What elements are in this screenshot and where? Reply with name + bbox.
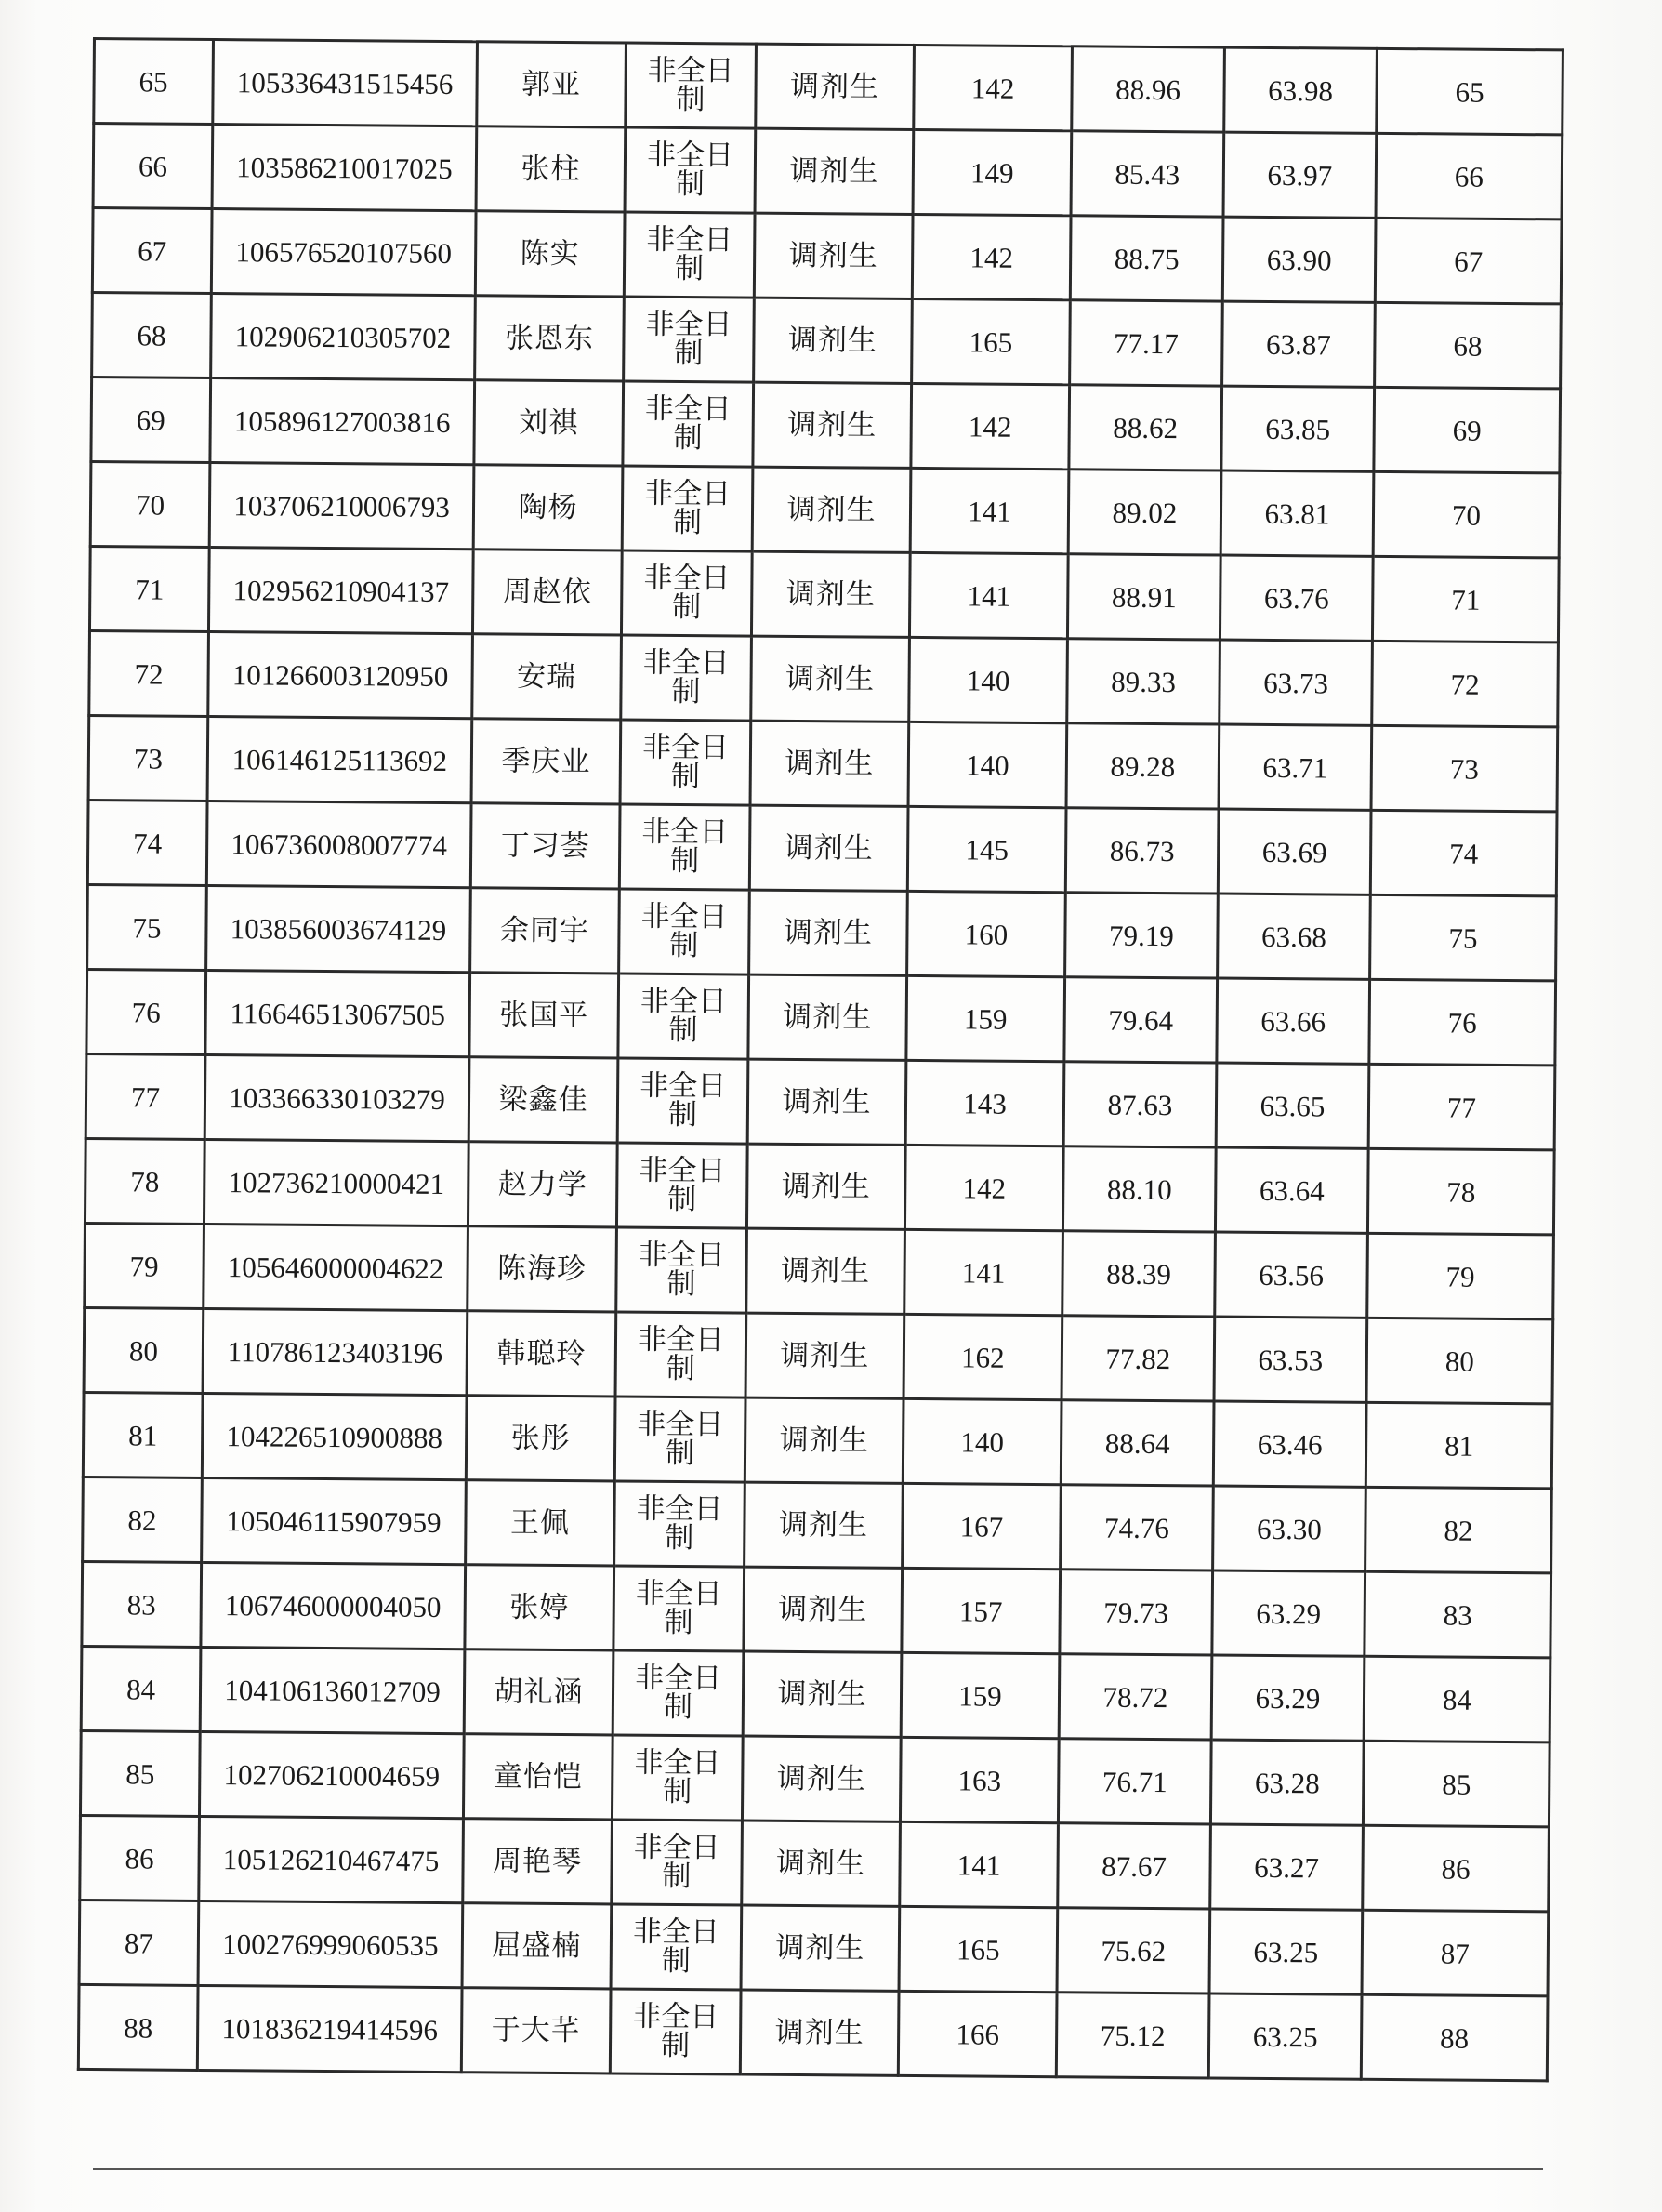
study-type-line-2: 制 [669, 928, 699, 963]
study-type-line-1: 非全日 [632, 1999, 719, 2034]
seq-cell: 77 [86, 1053, 205, 1139]
study-type-line-1: 非全日 [647, 53, 734, 88]
study-type-line-2: 制 [666, 1351, 695, 1386]
table-row [82, 1561, 1551, 1657]
seq-cell: 83 [82, 1561, 202, 1647]
exam-number-cell: 106576520107560 [211, 209, 476, 296]
retest-score-cell: 88.10 [1062, 1146, 1216, 1232]
total-score-cell: 63.85 [1221, 386, 1375, 471]
exam-number-cell: 102706210004659 [199, 1731, 464, 1818]
candidate-name-cell: 余同宇 [470, 888, 620, 974]
study-type-line-1: 非全日 [634, 1745, 721, 1781]
table-row [94, 39, 1563, 135]
table-row [91, 377, 1561, 473]
candidate-name-cell: 陈实 [475, 211, 625, 297]
study-type-line-2: 制 [673, 420, 703, 456]
study-type-line-1: 非全日 [635, 1576, 723, 1611]
study-type-cell [623, 381, 754, 467]
study-type-cell [613, 1566, 745, 1651]
candidate-name-cell: 张恩东 [475, 296, 625, 381]
table-row [80, 1730, 1550, 1826]
retest-score-cell: 88.64 [1061, 1400, 1214, 1486]
category-cell: 调剂生 [743, 1651, 902, 1737]
study-type-line-2: 制 [668, 1013, 698, 1048]
table-row [89, 630, 1559, 726]
initial-score-cell: 142 [912, 214, 1071, 299]
exam-number-cell: 116646513067505 [205, 970, 470, 1056]
study-type-cell [614, 1481, 745, 1567]
study-type-line-1: 非全日 [644, 391, 732, 427]
rank-cell: 76 [1369, 979, 1556, 1066]
rank-cell: 72 [1372, 641, 1559, 727]
study-type-line-1: 非全日 [646, 222, 733, 258]
category-cell: 调剂生 [746, 1144, 905, 1229]
study-type-cell [613, 1650, 744, 1736]
candidate-name-cell: 梁鑫佳 [468, 1057, 618, 1143]
study-type-line-2: 制 [667, 1097, 698, 1132]
rank-cell: 70 [1373, 471, 1560, 558]
total-score-cell: 63.90 [1222, 217, 1376, 302]
study-type-line-1: 非全日 [632, 1914, 720, 1950]
retest-score-cell: 79.73 [1060, 1570, 1213, 1655]
study-type-line-1: 非全日 [635, 1661, 722, 1696]
total-score-cell: 63.87 [1222, 301, 1376, 387]
table-row [93, 124, 1563, 219]
retest-score-cell: 78.72 [1059, 1654, 1212, 1740]
category-cell: 调剂生 [749, 890, 908, 975]
results-table-body [78, 39, 1563, 2081]
candidate-name-cell: 屈盛楠 [462, 1903, 612, 1989]
seq-cell: 66 [93, 124, 213, 209]
results-table [77, 37, 1564, 2082]
table-row [81, 1646, 1550, 1742]
table-bottom-border [93, 2168, 1543, 2170]
initial-score-cell: 141 [910, 468, 1069, 553]
exam-number-cell: 105126210467475 [199, 1816, 464, 1902]
study-type-line-2: 制 [674, 251, 705, 286]
rank-cell: 69 [1374, 387, 1561, 473]
study-type-cell [619, 804, 750, 890]
candidate-name-cell: 郭亚 [477, 42, 627, 127]
total-score-cell: 63.29 [1211, 1655, 1365, 1741]
initial-score-cell: 159 [906, 975, 1065, 1061]
seq-cell: 87 [79, 1900, 199, 1985]
initial-score-cell: 141 [900, 1821, 1059, 1907]
retest-score-cell: 79.19 [1065, 893, 1219, 978]
retest-score-cell: 88.91 [1067, 554, 1220, 640]
seq-cell: 88 [78, 1984, 198, 2070]
study-type-cell [615, 1312, 746, 1397]
rank-cell: 82 [1365, 1487, 1552, 1573]
study-type-line-2: 制 [664, 1605, 693, 1640]
seq-cell: 86 [80, 1815, 200, 1901]
initial-score-cell: 140 [903, 1398, 1062, 1484]
category-cell: 调剂生 [745, 1482, 904, 1568]
table-row [87, 800, 1557, 895]
rank-cell: 78 [1367, 1148, 1554, 1235]
study-type-line-1: 非全日 [640, 899, 728, 934]
exam-number-cell: 104226510900888 [202, 1393, 467, 1479]
retest-score-cell: 77.82 [1062, 1316, 1215, 1401]
category-cell: 调剂生 [741, 1905, 900, 1991]
category-cell: 调剂生 [751, 636, 910, 722]
table-row [88, 715, 1558, 811]
seq-cell: 81 [83, 1392, 203, 1477]
rank-cell: 88 [1361, 1994, 1548, 2081]
study-type-line-2: 制 [665, 1436, 695, 1471]
study-type-line-2: 制 [675, 166, 705, 202]
study-type-cell [610, 1989, 741, 2074]
retest-score-cell: 77.17 [1070, 300, 1223, 386]
seq-cell: 79 [85, 1223, 204, 1308]
study-type-line-2: 制 [660, 2028, 691, 2063]
study-type-line-2: 制 [672, 505, 703, 540]
retest-score-cell: 88.75 [1070, 216, 1223, 301]
exam-number-cell: 103706210006793 [209, 463, 474, 550]
study-type-cell [618, 974, 749, 1059]
category-cell: 调剂生 [754, 213, 913, 298]
initial-score-cell: 142 [904, 1145, 1063, 1230]
retest-score-cell: 88.39 [1062, 1231, 1216, 1317]
study-type-line-2: 制 [671, 674, 701, 709]
exam-number-cell: 103366330103279 [204, 1054, 469, 1141]
candidate-name-cell: 韩聪玲 [467, 1311, 616, 1397]
exam-number-cell: 106736008007774 [206, 801, 471, 887]
seq-cell: 80 [84, 1307, 204, 1393]
exam-number-cell: 103856003674129 [206, 885, 471, 972]
table-row [83, 1392, 1552, 1488]
retest-score-cell: 87.67 [1058, 1823, 1211, 1909]
category-cell: 调剂生 [756, 44, 915, 129]
seq-cell: 75 [87, 884, 207, 970]
total-score-cell: 63.81 [1220, 470, 1374, 556]
study-type-line-1: 非全日 [643, 561, 731, 596]
table-row [86, 969, 1556, 1065]
candidate-name-cell: 周艳琴 [463, 1819, 613, 1904]
table-row [92, 293, 1562, 389]
exam-number-cell: 103586210017025 [212, 125, 477, 211]
study-type-line-2: 制 [663, 1689, 693, 1725]
total-score-cell: 63.27 [1210, 1824, 1364, 1910]
table-row [92, 208, 1562, 304]
study-type-cell [625, 127, 756, 213]
total-score-cell: 63.73 [1220, 640, 1373, 725]
rank-cell: 71 [1372, 556, 1559, 642]
candidate-name-cell: 于大芊 [461, 1988, 611, 2073]
rank-cell: 74 [1370, 810, 1557, 896]
table-row [90, 461, 1560, 557]
rank-cell: 68 [1375, 302, 1562, 389]
rank-cell: 65 [1377, 48, 1563, 135]
candidate-name-cell: 童怡恺 [463, 1734, 613, 1820]
seq-cell: 72 [89, 630, 209, 716]
candidate-name-cell: 安瑞 [472, 634, 622, 720]
study-type-line-1: 非全日 [637, 1322, 725, 1358]
study-type-cell [624, 297, 755, 382]
exam-number-cell: 105046115907959 [202, 1477, 467, 1564]
study-type-cell [621, 550, 752, 636]
results-sheet [77, 37, 1562, 2082]
seq-cell: 69 [91, 377, 211, 463]
exam-number-cell: 106746000004050 [201, 1562, 466, 1649]
exam-number-cell: 106146125113692 [207, 716, 472, 802]
retest-score-cell: 79.64 [1064, 977, 1218, 1063]
category-cell: 调剂生 [750, 721, 909, 806]
table-row [83, 1477, 1552, 1572]
total-score-cell: 63.25 [1208, 1993, 1362, 2079]
candidate-name-cell: 丁习荟 [470, 803, 620, 889]
study-type-line-1: 非全日 [645, 307, 732, 342]
initial-score-cell: 162 [904, 1314, 1062, 1399]
initial-score-cell: 160 [907, 891, 1066, 976]
initial-score-cell: 166 [898, 1991, 1057, 2076]
initial-score-cell: 141 [904, 1229, 1063, 1315]
category-cell: 调剂生 [754, 298, 913, 383]
study-type-line-2: 制 [669, 843, 700, 879]
category-cell: 调剂生 [755, 128, 914, 214]
total-score-cell: 63.71 [1219, 724, 1372, 810]
category-cell: 调剂生 [749, 805, 908, 891]
table-row [80, 1815, 1550, 1911]
candidate-name-cell: 张彤 [466, 1396, 615, 1481]
seq-cell: 84 [81, 1646, 201, 1731]
study-type-cell [612, 1820, 743, 1905]
initial-score-cell: 142 [911, 383, 1070, 469]
rank-cell: 73 [1371, 725, 1558, 812]
initial-score-cell: 165 [912, 298, 1071, 384]
initial-score-cell: 165 [899, 1906, 1058, 1992]
retest-score-cell: 87.63 [1063, 1062, 1217, 1147]
candidate-name-cell: 张婷 [465, 1565, 614, 1650]
total-score-cell: 63.53 [1214, 1317, 1367, 1402]
study-type-line-1: 非全日 [641, 730, 730, 765]
initial-score-cell: 140 [909, 637, 1068, 722]
exam-number-cell: 105646000004622 [204, 1224, 468, 1310]
retest-score-cell: 75.62 [1057, 1908, 1210, 1993]
candidate-name-cell: 刘祺 [474, 380, 624, 466]
total-score-cell: 63.25 [1209, 1909, 1363, 1994]
total-score-cell: 63.69 [1218, 809, 1371, 894]
total-score-cell: 63.46 [1213, 1401, 1366, 1487]
study-type-line-1: 非全日 [642, 645, 730, 681]
exam-number-cell: 102736210000421 [204, 1139, 468, 1225]
exam-number-cell: 101266003120950 [208, 631, 473, 718]
study-type-line-2: 制 [662, 1859, 692, 1894]
initial-score-cell: 145 [907, 806, 1066, 892]
study-type-line-2: 制 [663, 1774, 692, 1809]
category-cell: 调剂生 [746, 1228, 905, 1314]
total-score-cell: 63.98 [1224, 47, 1378, 133]
exam-number-cell: 100276999060535 [198, 1901, 463, 1987]
study-type-line-2: 制 [666, 1266, 696, 1302]
study-type-line-1: 非全日 [639, 1153, 726, 1188]
seq-cell: 85 [80, 1730, 200, 1816]
seq-cell: 70 [90, 461, 210, 547]
initial-score-cell: 159 [901, 1652, 1060, 1738]
candidate-name-cell: 胡礼涵 [464, 1649, 613, 1735]
study-type-line-1: 非全日 [638, 1238, 725, 1273]
study-type-line-2: 制 [661, 1943, 691, 1979]
candidate-name-cell: 张柱 [476, 126, 626, 212]
category-cell: 调剂生 [742, 1736, 901, 1821]
table-row [84, 1307, 1553, 1403]
candidate-name-cell: 季庆业 [471, 719, 621, 804]
table-row [86, 1053, 1555, 1149]
category-cell: 调剂生 [745, 1313, 904, 1398]
category-cell: 调剂生 [742, 1821, 901, 1906]
retest-score-cell: 85.43 [1071, 131, 1224, 217]
total-score-cell: 63.65 [1216, 1063, 1369, 1148]
exam-number-cell: 104106136012709 [200, 1647, 465, 1733]
study-type-cell [616, 1227, 747, 1313]
retest-score-cell: 89.33 [1067, 639, 1220, 724]
retest-score-cell: 74.76 [1061, 1485, 1214, 1570]
study-type-line-1: 非全日 [646, 138, 734, 173]
seq-cell: 71 [89, 546, 209, 631]
study-type-line-1: 非全日 [641, 815, 729, 850]
rank-cell: 77 [1368, 1064, 1555, 1150]
initial-score-cell: 142 [914, 45, 1073, 130]
rank-cell: 79 [1367, 1233, 1554, 1319]
study-type-line-1: 非全日 [640, 984, 728, 1019]
initial-score-cell: 141 [909, 552, 1068, 638]
initial-score-cell: 167 [903, 1483, 1062, 1569]
seq-cell: 76 [86, 969, 206, 1054]
retest-score-cell: 86.73 [1065, 808, 1219, 894]
category-cell: 调剂生 [751, 551, 910, 637]
total-score-cell: 63.76 [1220, 555, 1373, 641]
study-type-cell [626, 43, 757, 128]
total-score-cell: 63.97 [1223, 132, 1377, 218]
category-cell: 调剂生 [744, 1567, 903, 1652]
candidate-name-cell: 陶杨 [473, 465, 623, 550]
category-cell: 调剂生 [752, 467, 911, 552]
study-type-cell [619, 889, 750, 974]
study-type-line-2: 制 [676, 82, 706, 117]
study-type-cell [614, 1397, 745, 1482]
candidate-name-cell: 周赵依 [472, 550, 622, 635]
category-cell: 调剂生 [745, 1397, 904, 1483]
rank-cell: 86 [1363, 1825, 1550, 1912]
total-score-cell: 63.30 [1213, 1486, 1366, 1571]
total-score-cell: 63.64 [1215, 1147, 1368, 1233]
rank-cell: 67 [1375, 218, 1562, 304]
seq-cell: 74 [87, 800, 207, 885]
category-cell: 调剂生 [747, 1059, 906, 1145]
study-type-cell [612, 1735, 743, 1821]
total-score-cell: 63.56 [1215, 1232, 1368, 1318]
candidate-name-cell: 张国平 [469, 973, 619, 1058]
table-row [87, 884, 1557, 980]
study-type-line-1: 非全日 [633, 1830, 720, 1865]
study-type-cell [620, 720, 751, 805]
candidate-name-cell: 陈海珍 [468, 1226, 617, 1312]
study-type-line-1: 非全日 [637, 1407, 724, 1442]
seq-cell: 82 [83, 1477, 203, 1562]
exam-number-cell: 110786123403196 [203, 1308, 468, 1395]
initial-score-cell: 143 [905, 1060, 1064, 1146]
total-score-cell: 63.66 [1217, 978, 1370, 1064]
rank-cell: 87 [1362, 1910, 1549, 1996]
table-row [89, 546, 1559, 642]
rank-cell: 85 [1363, 1741, 1550, 1827]
seq-cell: 67 [92, 208, 212, 294]
total-score-cell: 63.68 [1218, 894, 1371, 979]
candidate-name-cell: 赵力学 [468, 1142, 617, 1227]
retest-score-cell: 89.02 [1068, 470, 1221, 555]
seq-cell: 68 [92, 293, 212, 378]
rank-cell: 83 [1365, 1571, 1551, 1658]
rank-cell: 80 [1366, 1318, 1553, 1404]
study-type-cell [616, 1143, 747, 1228]
table-row [85, 1138, 1554, 1234]
seq-cell: 73 [88, 715, 208, 801]
study-type-line-2: 制 [672, 589, 702, 625]
study-type-line-2: 制 [674, 336, 704, 371]
rank-cell: 84 [1364, 1656, 1550, 1742]
seq-cell: 78 [85, 1138, 204, 1224]
total-score-cell: 63.28 [1210, 1740, 1364, 1825]
retest-score-cell: 88.62 [1069, 385, 1222, 470]
exam-number-cell: 105896127003816 [210, 378, 475, 465]
study-type-cell [624, 212, 755, 298]
retest-score-cell: 89.28 [1066, 723, 1220, 809]
rank-cell: 81 [1365, 1402, 1552, 1489]
study-type-line-1: 非全日 [644, 476, 732, 511]
study-type-cell [622, 466, 753, 551]
candidate-name-cell: 王佩 [466, 1480, 615, 1566]
retest-score-cell: 76.71 [1058, 1739, 1211, 1824]
table-row [85, 1223, 1554, 1318]
exam-number-cell: 105336431515456 [213, 40, 478, 126]
rank-cell: 66 [1376, 133, 1563, 219]
study-type-line-1: 非全日 [640, 1068, 727, 1104]
exam-number-cell: 102956210904137 [208, 548, 473, 634]
category-cell: 调剂生 [753, 382, 912, 468]
retest-score-cell: 75.12 [1056, 1993, 1209, 2078]
study-type-line-2: 制 [667, 1182, 697, 1217]
initial-score-cell: 149 [913, 129, 1072, 215]
study-type-cell [611, 1904, 742, 1990]
total-score-cell: 63.29 [1212, 1570, 1365, 1656]
study-type-line-2: 制 [665, 1520, 694, 1556]
exam-number-cell: 102906210305702 [211, 294, 476, 380]
seq-cell: 65 [94, 39, 214, 125]
study-type-line-1: 非全日 [636, 1491, 723, 1527]
retest-score-cell: 88.96 [1072, 46, 1225, 132]
study-type-cell [621, 635, 752, 721]
study-type-line-2: 制 [670, 759, 700, 794]
initial-score-cell: 157 [902, 1568, 1061, 1653]
category-cell: 调剂生 [748, 974, 907, 1060]
initial-score-cell: 163 [900, 1737, 1059, 1822]
study-type-cell [617, 1058, 748, 1144]
rank-cell: 75 [1370, 894, 1557, 981]
initial-score-cell: 140 [908, 722, 1067, 807]
exam-number-cell: 101836219414596 [197, 1985, 462, 2072]
table-row [79, 1900, 1549, 1995]
category-cell: 调剂生 [740, 1990, 899, 2075]
table-row [78, 1984, 1548, 2080]
